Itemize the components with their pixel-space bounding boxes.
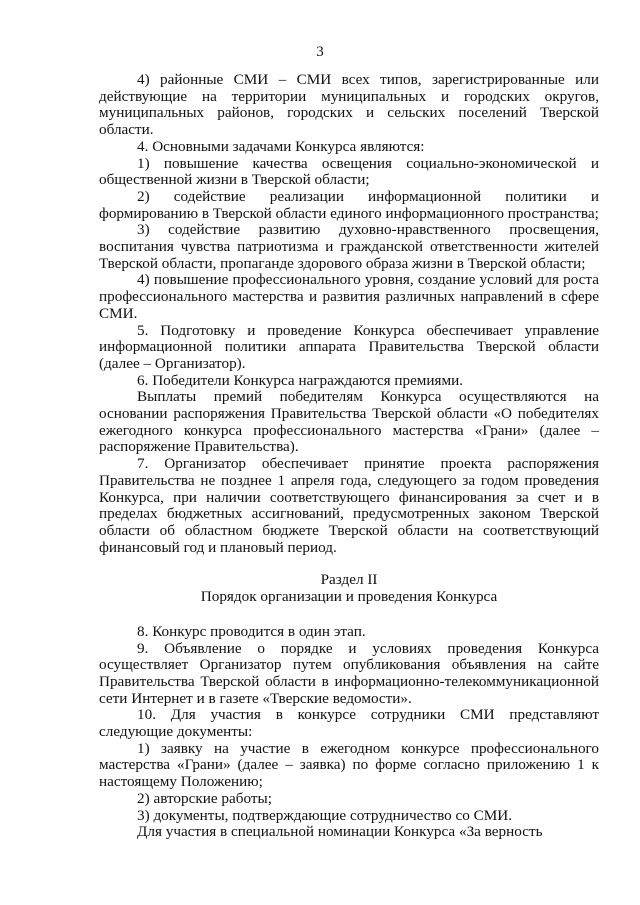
paragraph-doc-2: 2) авторские работы;: [137, 789, 272, 807]
paragraph-item-9: 9. Объявление о порядке и условиях проведения Конкурса осуществляет Организатор путем опубликования объявления на сайте Правительства Тверской области в информационно-телекоммуникационной сети Интернет и в газете «Тверские ведомости».: [99, 639, 599, 707]
paragraph-special-nomination: Для участия в специальной номинации Конкурса «За верность: [137, 823, 543, 841]
paragraph-item-8: 8. Конкурс проводится в один этап.: [137, 622, 366, 640]
paragraph-item-6: 6. Победители Конкурса награждаются премиями.: [137, 371, 464, 389]
paragraph-task-2: 2) содействие реализации информационной политики и формированию в Тверской области единого информационного пространства;: [99, 187, 599, 222]
paragraph-tasks-heading: 4. Основными задачами Конкурса являются:: [137, 137, 425, 155]
section-spacer: [99, 556, 599, 572]
paragraph-doc-3: 3) документы, подтверждающие сотрудничество со СМИ.: [137, 806, 513, 824]
page-number: 3: [316, 44, 324, 60]
paragraph-regional-media: 4) районные СМИ – СМИ всех типов, зарегистрированные или действующие на территории муниципальных и городских округов, муниципальных районов, городских и сельских поселений Тверской области.: [99, 71, 599, 139]
paragraph-prize-payments: Выплаты премий победителям Конкурса осуществляются на основании распоряжения Правительства Тверской области «О победителях ежегодного конкурса профессионального мастерства «Грани» (далее – распоряжение Правительства).: [99, 388, 599, 456]
section-spacer: [99, 606, 599, 624]
document-body: [99, 72, 599, 841]
paragraph-doc-1: 1) заявку на участие в ежегодном конкурсе профессионального мастерства «Грани» (далее – заявка) по форме согласно приложению 1 к настоящему Положению;: [99, 739, 599, 791]
section-title: Порядок организации и проведения Конкурса: [200, 588, 498, 606]
paragraph-task-1: 1) повышение качества освещения социально-экономической и общественной жизни в Тверской области;: [99, 154, 599, 189]
paragraph-item-7: 7. Организатор обеспечивает принятие проекта распоряжения Правительства не позднее 1 апреля года, следующего за годом проведения Конкурса, при наличии соответствующего финансирования за счет и в пределах бюджетных ассигнований, предусмотренных законом Тверской области об областном бюджете Тверской области на соответствующий финансовый год и плановый период.: [99, 455, 599, 556]
paragraph-item-5: 5. Подготовку и проведение Конкурса обеспечивает управление информационной политики аппарата Правительства Тверской области (далее – Организатор).: [99, 321, 599, 372]
section-number: Раздел II: [320, 571, 378, 589]
paragraph-task-3: 3) содействие развитию духовно-нравственного просвещения, воспитания чувства патриотизма и гражданской ответственности жителей Тверской области, пропаганде здорового образа жизни в Тверской области;: [99, 221, 599, 272]
paragraph-item-10: 10. Для участия в конкурсе сотрудники СМИ представляют следующие документы:: [99, 706, 599, 741]
paragraph-task-4: 4) повышение профессионального уровня, создание условий для роста профессионального мастерства и развития различных направлений в сфере СМИ.: [99, 271, 599, 322]
